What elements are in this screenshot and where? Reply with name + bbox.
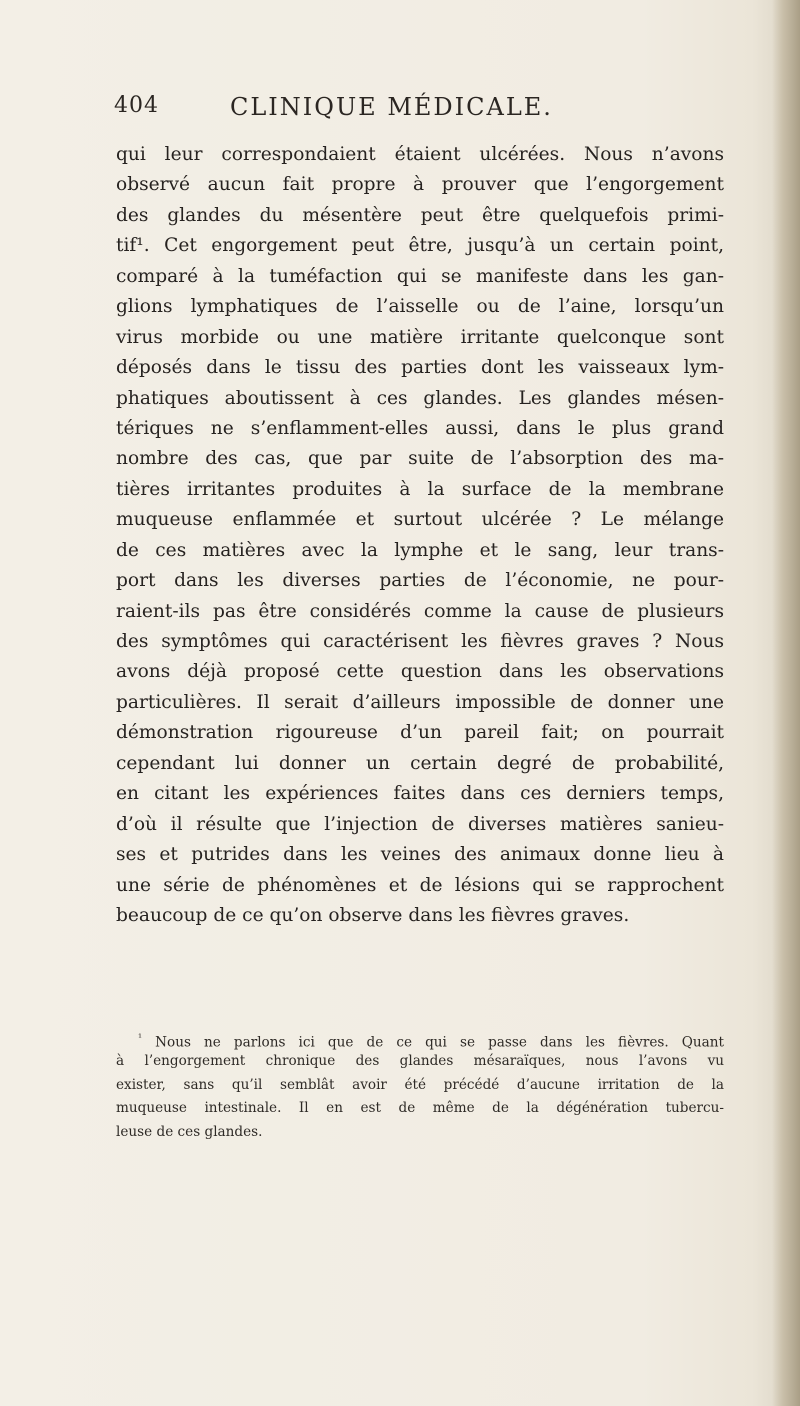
- text-line: beaucoup de ce qu’on observe dans les fièvres graves.: [116, 904, 630, 926]
- text-line: port dans les diverses parties de l’économie, ne pour-: [116, 570, 724, 592]
- text-line: virus morbide ou une matière irritante quelconque sont: [116, 326, 724, 348]
- text-line: ses et putrides dans les veines des animaux donne lieu à: [116, 844, 724, 866]
- text-line: nombre des cas, que par suite de l’absorption des ma-: [116, 448, 724, 470]
- text-line: déposés dans le tissu des parties dont les vaisseaux lym-: [116, 357, 724, 379]
- text-line: avons déjà proposé cette question dans les observations: [116, 661, 724, 683]
- footnote-line: [116, 1027, 724, 1050]
- text-line: de ces matières avec la lymphe et le sang, leur trans-: [116, 539, 724, 561]
- text-line: particulières. Il serait d’ailleurs impossible de donner une: [116, 691, 724, 713]
- page-number: 404: [114, 93, 159, 118]
- text-line: glions lymphatiques de l’aisselle ou de l’aine, lorsqu’un: [116, 296, 724, 318]
- footnote-line: à l’engorgement chronique des glandes mésaraïques, nous l’avons vu: [116, 1053, 724, 1070]
- text-line: des glandes du mésentère peut être quelquefois primi-: [116, 204, 724, 226]
- text-line: d’où il résulte que l’injection de diverses matières sanieu-: [116, 813, 724, 835]
- text-line: démonstration rigoureuse d’un pareil fait; on pourrait: [116, 722, 724, 744]
- page-header: [114, 93, 714, 129]
- text-line: tif¹. Cet engorgement peut être, jusqu’à un certain point,: [116, 235, 724, 257]
- text-line: observé aucun fait propre à prouver que l’engorgement: [116, 174, 724, 196]
- text-line: tériques ne s’enflamment-elles aussi, dans le plus grand: [116, 417, 724, 439]
- text-line: comparé à la tuméfaction qui se manifeste dans les gan-: [116, 265, 724, 287]
- text-line: tières irritantes produites à la surface de la membrane: [116, 478, 724, 500]
- text-line: phatiques aboutissent à ces glandes. Les glandes mésen-: [116, 387, 724, 409]
- footnote-line: leuse de ces glandes.: [116, 1123, 263, 1140]
- text-line: une série de phénomènes et de lésions qui se rapprochent: [116, 874, 724, 896]
- footnote-line: muqueuse intestinale. Il en est de même de la dégénération tubercu-: [116, 1100, 724, 1117]
- footnote: [116, 1027, 724, 1144]
- body-paragraph: [116, 140, 724, 931]
- text-line: des symptômes qui caractérisent les fièvres graves ? Nous: [116, 631, 724, 652]
- running-head: CLINIQUE MÉDICALE.: [230, 93, 553, 121]
- text-line: muqueuse enflammée et surtout ulcérée ? Le mélange: [116, 509, 724, 531]
- footnote-line-text: Nous ne parlons ici que de ce qui se passe dans les fièvres. Quant: [155, 1034, 725, 1051]
- text-line: en citant les expériences faites dans ces derniers temps,: [116, 783, 724, 805]
- page-edge-shadow: [772, 0, 800, 1406]
- text-line: qui leur correspondaient étaient ulcérées. Nous n’avons: [116, 144, 724, 165]
- footnote-mark: ¹: [138, 1033, 143, 1044]
- text-line: cependant lui donner un certain degré de probabilité,: [116, 752, 724, 774]
- text-line: raient-ils pas être considérés comme la cause de plusieurs: [116, 600, 724, 622]
- footnote-line: exister, sans qu’il semblât avoir été précédé d’aucune irritation de la: [116, 1076, 724, 1093]
